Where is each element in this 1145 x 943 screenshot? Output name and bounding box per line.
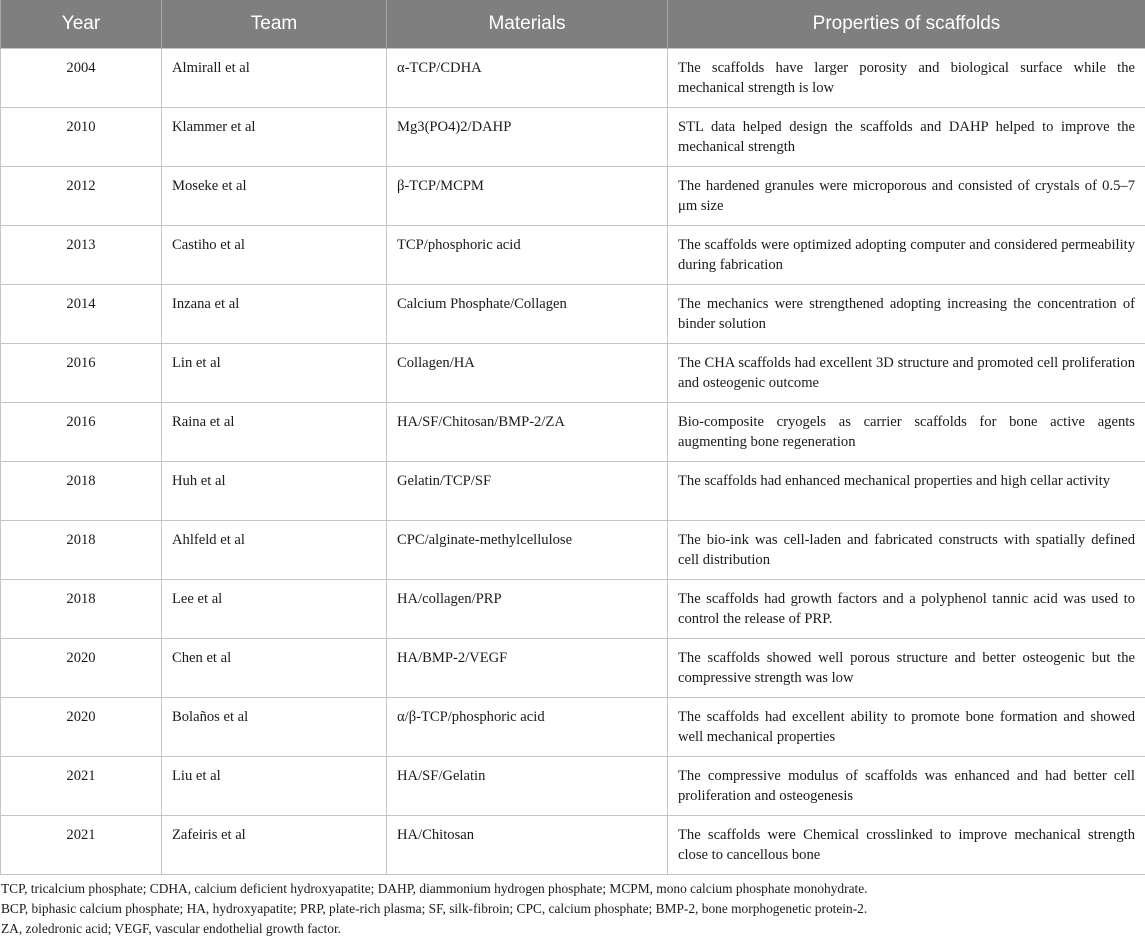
cell-materials-text: α/β-TCP/phosphoric acid xyxy=(397,709,545,725)
cell-year xyxy=(1,226,162,285)
cell-materials-text: HA/SF/Chitosan/BMP-2/ZA xyxy=(397,414,565,430)
cell-year-text: 2020 xyxy=(66,709,96,725)
table-row xyxy=(1,285,1145,344)
cell-properties-text: The hardened granules were microporous and consisted of crystals of 0.5–7 μm size xyxy=(678,178,1135,214)
header-materials: Materials xyxy=(387,0,668,49)
cell-materials-text: HA/Chitosan xyxy=(397,827,475,843)
table-row xyxy=(1,226,1145,285)
cell-properties-text: The scaffolds were Chemical crosslinked to improve mechanical strength close to cancellous bone xyxy=(678,827,1135,863)
table-row xyxy=(1,816,1145,875)
cell-team xyxy=(162,226,387,285)
cell-properties xyxy=(668,580,1145,639)
cell-team xyxy=(162,757,387,816)
cell-properties xyxy=(668,285,1145,344)
cell-year xyxy=(1,639,162,698)
cell-year xyxy=(1,698,162,757)
cell-team-text: Liu et al xyxy=(172,768,221,784)
cell-materials xyxy=(387,49,668,108)
cell-year xyxy=(1,580,162,639)
table-row xyxy=(1,49,1145,108)
cell-materials-text: CPC/alginate-methylcellulose xyxy=(397,532,573,548)
cell-year xyxy=(1,167,162,226)
cell-team-text: Bolaños et al xyxy=(172,709,249,725)
cell-materials-text: β-TCP/MCPM xyxy=(397,178,484,194)
cell-year-text: 2016 xyxy=(66,355,96,371)
cell-materials xyxy=(387,167,668,226)
cell-materials xyxy=(387,108,668,167)
cell-year-text: 2016 xyxy=(66,414,96,430)
cell-properties-text: Bio-composite cryogels as carrier scaffolds for bone active agents augmenting bone regeneration xyxy=(678,414,1135,450)
cell-year-text: 2012 xyxy=(66,178,96,194)
table-row xyxy=(1,167,1145,226)
cell-team-text: Inzana et al xyxy=(172,296,240,312)
cell-properties xyxy=(668,403,1145,462)
cell-team-text: Almirall et al xyxy=(172,60,250,76)
footnote-line: TCP, tricalcium phosphate; CDHA, calcium deficient hydroxyapatite; DAHP, diammonium hydrogen phosphate; MCPM, mono calcium phosphate monohydrate. xyxy=(1,881,868,896)
cell-year xyxy=(1,757,162,816)
header-year: Year xyxy=(1,0,162,49)
cell-materials-text: α-TCP/CDHA xyxy=(397,60,482,76)
cell-year-text: 2004 xyxy=(66,60,96,76)
cell-team-text: Ahlfeld et al xyxy=(172,532,245,548)
cell-properties xyxy=(668,698,1145,757)
cell-properties xyxy=(668,344,1145,403)
header-team: Team xyxy=(162,0,387,49)
cell-year xyxy=(1,49,162,108)
cell-year-text: 2010 xyxy=(66,119,96,135)
cell-materials xyxy=(387,403,668,462)
cell-team-text: Castiho et al xyxy=(172,237,245,253)
table-body xyxy=(1,49,1145,875)
cell-properties xyxy=(668,521,1145,580)
cell-materials xyxy=(387,698,668,757)
cell-team xyxy=(162,344,387,403)
cell-year-text: 2021 xyxy=(66,768,96,784)
table-row xyxy=(1,580,1145,639)
cell-team xyxy=(162,108,387,167)
cell-team xyxy=(162,462,387,521)
cell-properties xyxy=(668,226,1145,285)
cell-materials-text: TCP/phosphoric acid xyxy=(397,237,521,253)
cell-materials-text: HA/BMP-2/VEGF xyxy=(397,650,508,666)
cell-year-text: 2018 xyxy=(66,591,96,607)
cell-year-text: 2020 xyxy=(66,650,96,666)
footnote-line: ZA, zoledronic acid; VEGF, vascular endothelial growth factor. xyxy=(1,921,342,936)
cell-team-text: Lee et al xyxy=(172,591,223,607)
cell-team xyxy=(162,167,387,226)
cell-materials xyxy=(387,580,668,639)
cell-team-text: Raina et al xyxy=(172,414,235,430)
cell-team xyxy=(162,816,387,875)
cell-team xyxy=(162,521,387,580)
cell-team-text: Huh et al xyxy=(172,473,226,489)
cell-properties-text: The mechanics were strengthened adopting increasing the concentration of binder solution xyxy=(678,296,1135,332)
cell-properties-text: The scaffolds had enhanced mechanical properties and high cellar activity xyxy=(678,473,1111,489)
cell-year xyxy=(1,462,162,521)
cell-properties-text: The scaffolds were optimized adopting computer and considered permeability during fabrication xyxy=(678,237,1135,273)
cell-properties xyxy=(668,462,1145,521)
table-row xyxy=(1,757,1145,816)
cell-team xyxy=(162,49,387,108)
table-row xyxy=(1,344,1145,403)
table-row xyxy=(1,403,1145,462)
cell-year-text: 2021 xyxy=(66,827,96,843)
cell-materials-text: Calcium Phosphate/Collagen xyxy=(397,296,567,312)
cell-properties xyxy=(668,639,1145,698)
cell-year xyxy=(1,403,162,462)
cell-team-text: Klammer et al xyxy=(172,119,256,135)
cell-materials xyxy=(387,344,668,403)
cell-materials xyxy=(387,521,668,580)
cell-properties-text: The scaffolds had excellent ability to promote bone formation and showed well mechanical properties xyxy=(678,709,1135,745)
cell-team xyxy=(162,285,387,344)
cell-materials-text: HA/SF/Gelatin xyxy=(397,768,486,784)
cell-properties-text: The scaffolds had growth factors and a polyphenol tannic acid was used to control the release of PRP. xyxy=(678,591,1135,627)
cell-year-text: 2018 xyxy=(66,473,96,489)
cell-properties xyxy=(668,108,1145,167)
table-row xyxy=(1,108,1145,167)
table-row xyxy=(1,698,1145,757)
cell-materials xyxy=(387,639,668,698)
table-footnotes xyxy=(0,875,1145,939)
cell-properties-text: The bio-ink was cell-laden and fabricated constructs with spatially defined cell distribution xyxy=(678,532,1135,568)
cell-team xyxy=(162,580,387,639)
cell-properties-text: The scaffolds have larger porosity and biological surface while the mechanical strength is low xyxy=(678,60,1135,96)
cell-year-text: 2014 xyxy=(66,296,96,312)
cell-year xyxy=(1,108,162,167)
cell-year-text: 2018 xyxy=(66,532,96,548)
cell-year xyxy=(1,285,162,344)
cell-year-text: 2013 xyxy=(66,237,96,253)
cell-team-text: Chen et al xyxy=(172,650,232,666)
footnote-line: BCP, biphasic calcium phosphate; HA, hydroxyapatite; PRP, plate-rich plasma; SF, silk-fibroin; CPC, calcium phosphate; BMP-2, bone morphogenetic protein-2. xyxy=(1,901,868,916)
cell-properties-text: The scaffolds showed well porous structure and better osteogenic but the compressive strength was low xyxy=(678,650,1135,686)
cell-team-text: Zafeiris et al xyxy=(172,827,246,843)
cell-materials xyxy=(387,816,668,875)
cell-properties xyxy=(668,49,1145,108)
cell-year xyxy=(1,344,162,403)
cell-team xyxy=(162,639,387,698)
cell-materials xyxy=(387,462,668,521)
cell-materials-text: Mg3(PO4)2/DAHP xyxy=(397,119,512,135)
table-row xyxy=(1,462,1145,521)
cell-materials-text: Collagen/HA xyxy=(397,355,475,371)
cell-properties-text: The CHA scaffolds had excellent 3D structure and promoted cell proliferation and osteogenic outcome xyxy=(678,355,1135,391)
table-header xyxy=(1,0,1145,49)
cell-materials xyxy=(387,226,668,285)
cell-year xyxy=(1,816,162,875)
table-row xyxy=(1,639,1145,698)
cell-properties xyxy=(668,816,1145,875)
cell-year xyxy=(1,521,162,580)
cell-properties-text: The compressive modulus of scaffolds was enhanced and had better cell proliferation and osteogenesis xyxy=(678,768,1135,804)
cell-properties-text: STL data helped design the scaffolds and DAHP helped to improve the mechanical strength xyxy=(678,119,1135,155)
cell-materials-text: Gelatin/TCP/SF xyxy=(397,473,492,489)
header-properties: Properties of scaffolds xyxy=(668,0,1145,49)
cell-team xyxy=(162,403,387,462)
cell-properties xyxy=(668,757,1145,816)
cell-properties xyxy=(668,167,1145,226)
table-row xyxy=(1,521,1145,580)
cell-materials xyxy=(387,757,668,816)
header-row xyxy=(1,0,1145,49)
cell-materials xyxy=(387,285,668,344)
cell-materials-text: HA/collagen/PRP xyxy=(397,591,502,607)
cell-team-text: Lin et al xyxy=(172,355,221,371)
cell-team-text: Moseke et al xyxy=(172,178,247,194)
cell-team xyxy=(162,698,387,757)
